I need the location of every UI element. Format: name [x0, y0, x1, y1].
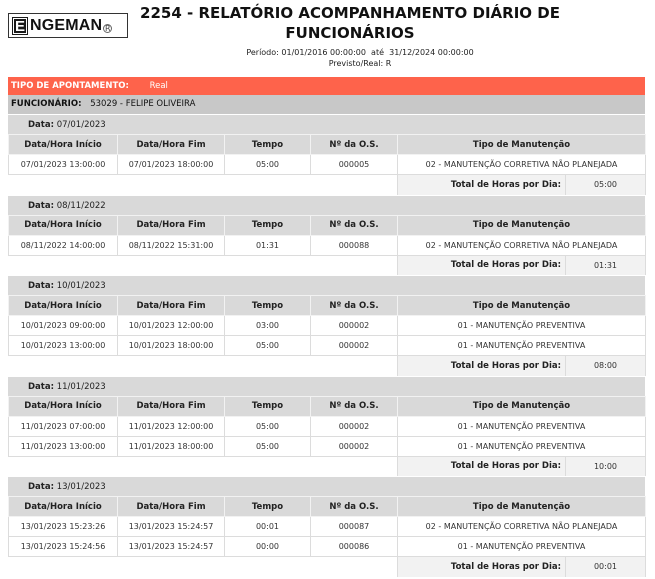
column-header: Nº da O.S. — [311, 135, 398, 155]
column-header: Tempo — [225, 135, 311, 155]
table-cell: 10/01/2023 12:00:00 — [118, 316, 225, 336]
table-cell: 01:31 — [225, 235, 311, 255]
day-title — [8, 195, 645, 215]
day-title — [8, 275, 645, 295]
total-spacer — [9, 175, 398, 195]
column-header: Data/Hora Fim — [118, 396, 225, 416]
tipo-apontamento-label: TIPO DE APONTAMENTO: — [11, 81, 129, 91]
date-value: 13/01/2023 — [56, 482, 106, 492]
total-label: Total de Horas por Dia: — [398, 456, 566, 476]
total-label: Total de Horas por Dia: — [398, 356, 566, 376]
table-cell: 13/01/2023 15:24:57 — [118, 517, 225, 537]
total-value: 01:31 — [566, 255, 646, 275]
table-cell: 10/01/2023 18:00:00 — [118, 336, 225, 356]
table-cell: 000088 — [311, 235, 398, 255]
column-header: Data/Hora Início — [9, 215, 118, 235]
table-cell: 02 - MANUTENÇÃO CORRETIVA NÃO PLANEJADA — [398, 155, 646, 175]
table-cell: 000087 — [311, 517, 398, 537]
column-header: Tempo — [225, 396, 311, 416]
table-cell: 000005 — [311, 155, 398, 175]
logo-e-icon: E — [12, 17, 28, 35]
table-row — [9, 537, 646, 557]
report-header — [0, 0, 655, 72]
table-cell: 01 - MANUTENÇÃO PREVENTIVA — [398, 336, 646, 356]
total-value: 10:00 — [566, 456, 646, 476]
total-row — [9, 557, 646, 577]
table-cell: 01 - MANUTENÇÃO PREVENTIVA — [398, 416, 646, 436]
table-cell: 01 - MANUTENÇÃO PREVENTIVA — [398, 436, 646, 456]
total-spacer — [9, 356, 398, 376]
day-table — [8, 215, 646, 276]
column-header: Data/Hora Início — [9, 497, 118, 517]
table-cell: 11/01/2023 12:00:00 — [118, 416, 225, 436]
column-header: Data/Hora Início — [9, 296, 118, 316]
day-section — [8, 275, 645, 376]
table-header-row — [9, 296, 646, 316]
day-table — [8, 295, 646, 376]
table-row — [9, 336, 646, 356]
table-cell: 13/01/2023 15:23:26 — [9, 517, 118, 537]
day-section — [8, 476, 645, 577]
table-cell: 08/11/2022 15:31:00 — [118, 235, 225, 255]
day-table — [8, 134, 646, 195]
total-label: Total de Horas por Dia: — [398, 255, 566, 275]
days-container — [8, 114, 645, 577]
column-header: Nº da O.S. — [311, 215, 398, 235]
table-cell: 05:00 — [225, 155, 311, 175]
day-table — [8, 496, 646, 577]
logo-text: NGEMAN — [30, 16, 103, 34]
date-value: 10/01/2023 — [56, 281, 106, 291]
table-cell: 03:00 — [225, 316, 311, 336]
table-cell: 000002 — [311, 436, 398, 456]
table-cell: 05:00 — [225, 436, 311, 456]
table-cell: 05:00 — [225, 416, 311, 436]
column-header: Data/Hora Início — [9, 135, 118, 155]
table-cell: 13/01/2023 15:24:57 — [118, 537, 225, 557]
column-header: Data/Hora Fim — [118, 497, 225, 517]
column-header: Data/Hora Início — [9, 396, 118, 416]
total-value: 05:00 — [566, 175, 646, 195]
report-title — [140, 3, 560, 43]
total-value: 08:00 — [566, 356, 646, 376]
table-cell: 11/01/2023 18:00:00 — [118, 436, 225, 456]
table-cell: 10/01/2023 13:00:00 — [9, 336, 118, 356]
date-label: Data: — [28, 281, 54, 291]
table-cell: 01 - MANUTENÇÃO PREVENTIVA — [398, 537, 646, 557]
report-filters — [140, 47, 580, 69]
tipo-apontamento-value: Real — [149, 81, 168, 91]
total-spacer — [9, 557, 398, 577]
table-cell: 07/01/2023 13:00:00 — [9, 155, 118, 175]
total-row — [9, 255, 646, 275]
column-header: Data/Hora Fim — [118, 215, 225, 235]
table-cell: 05:00 — [225, 336, 311, 356]
total-row — [9, 175, 646, 195]
table-cell: 11/01/2023 07:00:00 — [9, 416, 118, 436]
date-label: Data: — [28, 200, 54, 211]
registered-icon: R — [105, 24, 111, 33]
table-cell: 000002 — [311, 316, 398, 336]
date-label: Data: — [28, 381, 54, 392]
tipo-apontamento-bar — [8, 77, 645, 95]
total-label: Total de Horas por Dia: — [398, 175, 566, 195]
day-section — [8, 114, 645, 195]
funcionario-bar — [8, 95, 645, 114]
date-label: Data: — [28, 482, 54, 492]
column-header: Tipo de Manutenção — [398, 215, 646, 235]
day-title — [8, 476, 645, 496]
total-spacer — [9, 456, 398, 476]
date-label: Data: — [28, 120, 54, 130]
table-row — [9, 316, 646, 336]
table-cell: 10/01/2023 09:00:00 — [9, 316, 118, 336]
table-row — [9, 155, 646, 175]
day-section — [8, 195, 645, 276]
table-row — [9, 235, 646, 255]
column-header: Tempo — [225, 296, 311, 316]
table-row — [9, 436, 646, 456]
column-header: Nº da O.S. — [311, 396, 398, 416]
column-header: Tempo — [225, 215, 311, 235]
table-cell: 000086 — [311, 537, 398, 557]
table-cell: 07/01/2023 18:00:00 — [118, 155, 225, 175]
table-cell: 02 - MANUTENÇÃO CORRETIVA NÃO PLANEJADA — [398, 517, 646, 537]
column-header: Data/Hora Fim — [118, 296, 225, 316]
table-cell: 00:01 — [225, 517, 311, 537]
table-cell: 000002 — [311, 336, 398, 356]
date-value: 07/01/2023 — [56, 120, 106, 130]
table-cell: 13/01/2023 15:24:56 — [9, 537, 118, 557]
report-title-line2: FUNCIONÁRIOS — [285, 24, 415, 42]
report-title-line1: 2254 - RELATÓRIO ACOMPANHAMENTO DIÁRIO DE — [140, 4, 560, 22]
column-header: Nº da O.S. — [311, 296, 398, 316]
day-section — [8, 376, 645, 477]
total-value: 00:01 — [566, 557, 646, 577]
total-row — [9, 456, 646, 476]
table-header-row — [9, 135, 646, 155]
day-table — [8, 396, 646, 477]
table-cell: 000002 — [311, 416, 398, 436]
table-cell: 01 - MANUTENÇÃO PREVENTIVA — [398, 316, 646, 336]
column-header: Tempo — [225, 497, 311, 517]
table-cell: 08/11/2022 14:00:00 — [9, 235, 118, 255]
column-header: Data/Hora Fim — [118, 135, 225, 155]
column-header: Tipo de Manutenção — [398, 296, 646, 316]
table-header-row — [9, 396, 646, 416]
table-cell: 02 - MANUTENÇÃO CORRETIVA NÃO PLANEJADA — [398, 235, 646, 255]
table-cell: 00:00 — [225, 537, 311, 557]
previsto-real-text: Previsto/Real: R — [328, 59, 392, 68]
column-header: Tipo de Manutenção — [398, 497, 646, 517]
date-value: 11/01/2023 — [56, 381, 106, 392]
table-row — [9, 517, 646, 537]
column-header: Nº da O.S. — [311, 497, 398, 517]
table-row — [9, 416, 646, 436]
day-title — [8, 114, 645, 134]
total-spacer — [9, 255, 398, 275]
column-header: Tipo de Manutenção — [398, 396, 646, 416]
total-label: Total de Horas por Dia: — [398, 557, 566, 577]
funcionario-label: FUNCIONÁRIO: — [11, 99, 82, 109]
table-cell: 11/01/2023 13:00:00 — [9, 436, 118, 456]
funcionario-value: 53029 - FELIPE OLIVEIRA — [90, 99, 196, 109]
period-text: Período: 01/01/2016 00:00:00 até 31/12/2024 00:00:00 — [246, 48, 474, 57]
engeman-logo — [8, 13, 128, 38]
table-header-row — [9, 215, 646, 235]
report-body — [8, 77, 645, 577]
total-row — [9, 356, 646, 376]
date-value: 08/11/2022 — [56, 200, 106, 211]
day-title — [8, 376, 645, 396]
table-header-row — [9, 497, 646, 517]
column-header: Tipo de Manutenção — [398, 135, 646, 155]
